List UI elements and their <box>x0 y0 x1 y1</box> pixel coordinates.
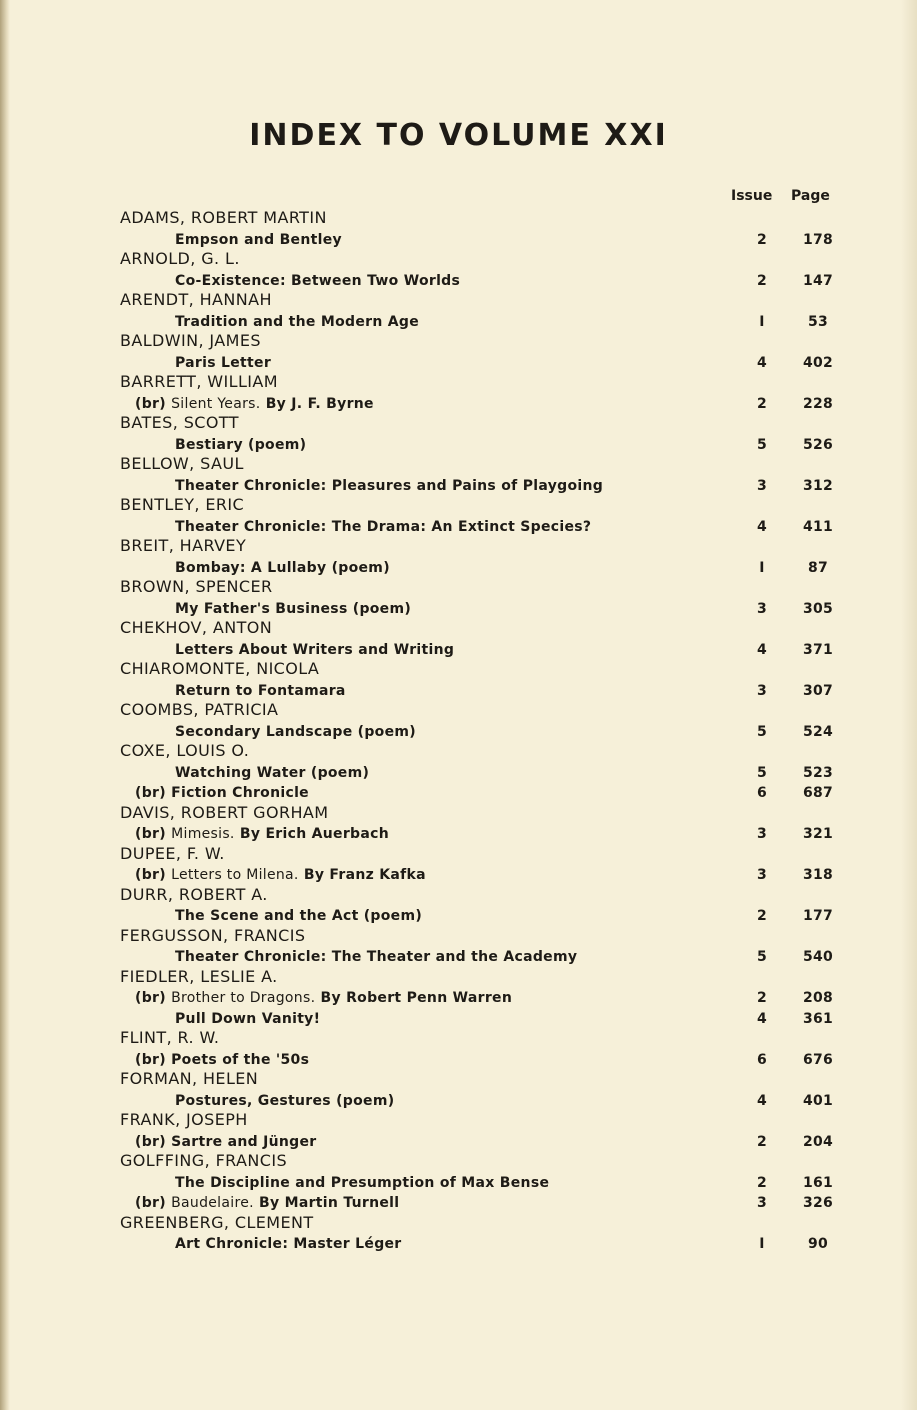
author-name: BREIT, HARVEY <box>120 536 247 555</box>
author-name: ADAMS, ROBERT MARTIN <box>120 208 327 227</box>
work-label <box>135 785 309 801</box>
book-review-marker: (br) <box>135 1133 166 1150</box>
author-name: DUPEE, F. W. <box>120 843 225 863</box>
work-label <box>175 273 460 289</box>
work-title: The Scene and the Act (poem) <box>175 908 423 924</box>
index-work-row <box>0 311 917 332</box>
index-work-row <box>0 557 917 578</box>
author-name: BELLOW, SAUL <box>120 454 244 473</box>
issue-number: 5 <box>756 764 768 781</box>
index-work-row <box>0 598 917 619</box>
author-name: GREENBERG, CLEMENT <box>120 1212 314 1232</box>
page-number: 177 <box>802 908 834 924</box>
author-name: BALDWIN, JAMES <box>120 331 261 350</box>
work-title: By Franz Kafka <box>303 867 426 883</box>
work-label <box>175 642 454 658</box>
work-label <box>135 826 389 842</box>
page-number: 523 <box>802 764 834 781</box>
work-label <box>135 1052 309 1068</box>
issue-number: 4 <box>756 1010 768 1027</box>
author-name: COXE, LOUIS O. <box>120 741 250 760</box>
work-label <box>135 1134 317 1150</box>
issue-number: 5 <box>756 436 768 453</box>
author-name: BARRETT, WILLIAM <box>120 372 278 391</box>
page-number: 208 <box>802 990 834 1006</box>
page-number: 161 <box>802 1174 834 1191</box>
work-title: Art Chronicle: Master Léger <box>175 1236 402 1252</box>
work-title: Secondary Landscape (poem) <box>175 723 416 740</box>
issue-number: 2 <box>756 272 768 289</box>
index-work-row <box>0 987 917 1008</box>
page-number: 307 <box>802 682 834 699</box>
work-label <box>175 560 390 576</box>
work-label <box>175 478 603 494</box>
book-review-marker: (br) <box>135 990 166 1006</box>
issue-number: I <box>759 313 765 330</box>
page-number: 524 <box>802 723 834 740</box>
issue-column-header: Issue <box>731 188 773 204</box>
page-number: 402 <box>802 354 834 371</box>
index-entries <box>0 208 917 1254</box>
issue-number: 3 <box>756 867 768 883</box>
page-number: 178 <box>802 231 834 248</box>
work-label <box>175 1236 402 1252</box>
work-title: Bombay: A Lullaby (poem) <box>175 559 390 576</box>
author-name: FRANK, JOSEPH <box>120 1110 248 1129</box>
author-name: CHIAROMONTE, NICOLA <box>120 659 320 678</box>
index-work-row <box>0 680 917 701</box>
work-label <box>175 1175 549 1191</box>
work-label <box>135 990 512 1006</box>
issue-number: I <box>759 559 765 576</box>
work-title: Tradition and the Modern Age <box>175 313 420 330</box>
page-number: 401 <box>802 1092 834 1109</box>
page-number: 371 <box>802 641 834 658</box>
index-work-row <box>0 823 917 844</box>
issue-number: 6 <box>756 1051 768 1068</box>
author-name: BATES, SCOTT <box>120 413 239 432</box>
issue-number: 2 <box>756 231 768 248</box>
page-column-header: Page <box>791 188 830 204</box>
index-work-row <box>0 475 917 496</box>
page-number: 204 <box>802 1133 834 1150</box>
issue-number: 4 <box>756 354 768 371</box>
index-work-row <box>0 1192 917 1213</box>
issue-number: 2 <box>756 395 768 412</box>
index-work-row <box>0 1008 917 1029</box>
work-label <box>135 867 426 883</box>
index-work-row <box>0 516 917 537</box>
issue-number: 2 <box>756 1174 768 1191</box>
author-name: GOLFFING, FRANCIS <box>120 1151 288 1170</box>
index-work-row <box>0 1233 917 1254</box>
index-work-row <box>0 1131 917 1152</box>
index-work-row <box>0 393 917 414</box>
page-number: 411 <box>802 518 834 535</box>
author-name: BROWN, SPENCER <box>120 577 273 596</box>
work-label <box>175 519 591 535</box>
book-review-marker: (br) <box>135 826 166 842</box>
work-label <box>175 314 419 330</box>
index-work-row <box>0 946 917 967</box>
page-title: INDEX TO VOLUME XXI <box>249 118 668 153</box>
issue-number: 2 <box>756 990 768 1006</box>
work-title: Fiction Chronicle <box>171 785 309 801</box>
book-review-marker: (br) <box>135 867 166 883</box>
index-work-row <box>0 434 917 455</box>
work-title: The Discipline and Presumption of Max Bense <box>175 1174 550 1191</box>
issue-number: 2 <box>756 1133 768 1150</box>
issue-number: 4 <box>756 641 768 658</box>
index-work-row <box>0 1172 917 1193</box>
page-number: 87 <box>807 559 829 576</box>
issue-number: I <box>759 1236 765 1252</box>
index-work-row <box>0 782 917 803</box>
book-review-marker: (br) <box>135 1195 166 1211</box>
work-title: By Martin Turnell <box>259 1195 400 1211</box>
work-title: Theater Chronicle: The Drama: An Extinct Species? <box>175 518 592 535</box>
work-label <box>175 724 416 740</box>
work-title: Pull Down Vanity! <box>175 1010 321 1027</box>
index-work-row <box>0 229 917 250</box>
issue-number: 4 <box>756 518 768 535</box>
work-title: By Robert Penn Warren <box>320 990 513 1006</box>
work-title: Watching Water (poem) <box>175 764 370 781</box>
page-number: 228 <box>802 395 834 412</box>
author-name: DAVIS, ROBERT GORHAM <box>120 802 329 822</box>
work-label <box>175 437 306 453</box>
page-number: 318 <box>802 867 834 883</box>
work-title: Return to Fontamara <box>175 682 346 699</box>
author-name: FERGUSSON, FRANCIS <box>120 925 306 945</box>
index-work-row <box>0 1090 917 1111</box>
reviewed-book-title: Letters to Milena. <box>171 867 299 883</box>
work-label <box>175 355 271 371</box>
issue-number: 3 <box>756 1195 768 1211</box>
work-title: Empson and Bentley <box>175 231 342 248</box>
work-label <box>175 683 346 699</box>
page-number: 305 <box>802 600 834 617</box>
author-name: FORMAN, HELEN <box>120 1069 259 1088</box>
work-title: My Father's Business (poem) <box>175 600 412 617</box>
work-title: By J. F. Byrne <box>265 395 374 412</box>
author-name: BENTLEY, ERIC <box>120 495 245 514</box>
work-label <box>175 601 411 617</box>
page-number: 312 <box>802 477 834 494</box>
reviewed-book-title: Baudelaire. <box>171 1195 254 1211</box>
work-title: Sartre and Jünger <box>171 1133 317 1150</box>
work-label <box>175 949 577 965</box>
reviewed-book-title: Mimesis. <box>171 826 235 842</box>
work-label <box>175 232 342 248</box>
issue-number: 3 <box>756 477 768 494</box>
author-name: FIEDLER, LESLIE A. <box>120 966 278 986</box>
index-work-row <box>0 762 917 783</box>
work-title: By Erich Auerbach <box>239 826 389 842</box>
issue-number: 5 <box>756 949 768 965</box>
reviewed-book-title: Silent Years. <box>171 395 261 412</box>
page-number: 90 <box>807 1236 829 1252</box>
work-title: Letters About Writers and Writing <box>175 641 455 658</box>
work-title: Co-Existence: Between Two Worlds <box>175 272 461 289</box>
index-work-row <box>0 352 917 373</box>
index-work-row <box>0 639 917 660</box>
issue-number: 5 <box>756 723 768 740</box>
book-review-marker: (br) <box>135 785 166 801</box>
work-label <box>135 1195 399 1211</box>
page-number: 53 <box>807 313 829 330</box>
index-work-row <box>0 864 917 885</box>
work-label <box>135 396 374 412</box>
work-title: Bestiary (poem) <box>175 436 307 453</box>
page-number: 361 <box>802 1010 834 1027</box>
page-number: 676 <box>802 1051 834 1068</box>
author-name: FLINT, R. W. <box>120 1028 220 1047</box>
book-review-marker: (br) <box>135 1051 166 1068</box>
work-title: Postures, Gestures (poem) <box>175 1092 395 1109</box>
author-name: DURR, ROBERT A. <box>120 884 268 904</box>
work-label <box>175 765 369 781</box>
page-number: 687 <box>802 785 834 801</box>
work-title: Poets of the '50s <box>171 1051 310 1068</box>
issue-number: 4 <box>756 1092 768 1109</box>
index-work-row <box>0 270 917 291</box>
issue-number: 3 <box>756 600 768 617</box>
author-name: ARNOLD, G. L. <box>120 249 240 268</box>
page-number: 321 <box>802 826 834 842</box>
page-number: 326 <box>802 1195 834 1211</box>
work-label <box>175 1093 394 1109</box>
author-name: COOMBS, PATRICIA <box>120 700 279 719</box>
work-title: Paris Letter <box>175 354 272 371</box>
work-label <box>175 908 422 924</box>
issue-number: 3 <box>756 826 768 842</box>
author-name: ARENDT, HANNAH <box>120 290 272 309</box>
index-work-row <box>0 721 917 742</box>
work-title: Theater Chronicle: Pleasures and Pains of Playgoing <box>175 477 604 494</box>
reviewed-book-title: Brother to Dragons. <box>171 990 316 1006</box>
page-number: 147 <box>802 272 834 289</box>
work-title: Theater Chronicle: The Theater and the Academy <box>175 949 578 965</box>
issue-number: 2 <box>756 908 768 924</box>
issue-number: 6 <box>756 785 768 801</box>
index-work-row <box>0 1049 917 1070</box>
work-label <box>175 1011 320 1027</box>
index-work-row <box>0 905 917 926</box>
issue-number: 3 <box>756 682 768 699</box>
page-number: 540 <box>802 949 834 965</box>
author-name: CHEKHOV, ANTON <box>120 618 273 637</box>
book-review-marker: (br) <box>135 395 166 412</box>
page-number: 526 <box>802 436 834 453</box>
